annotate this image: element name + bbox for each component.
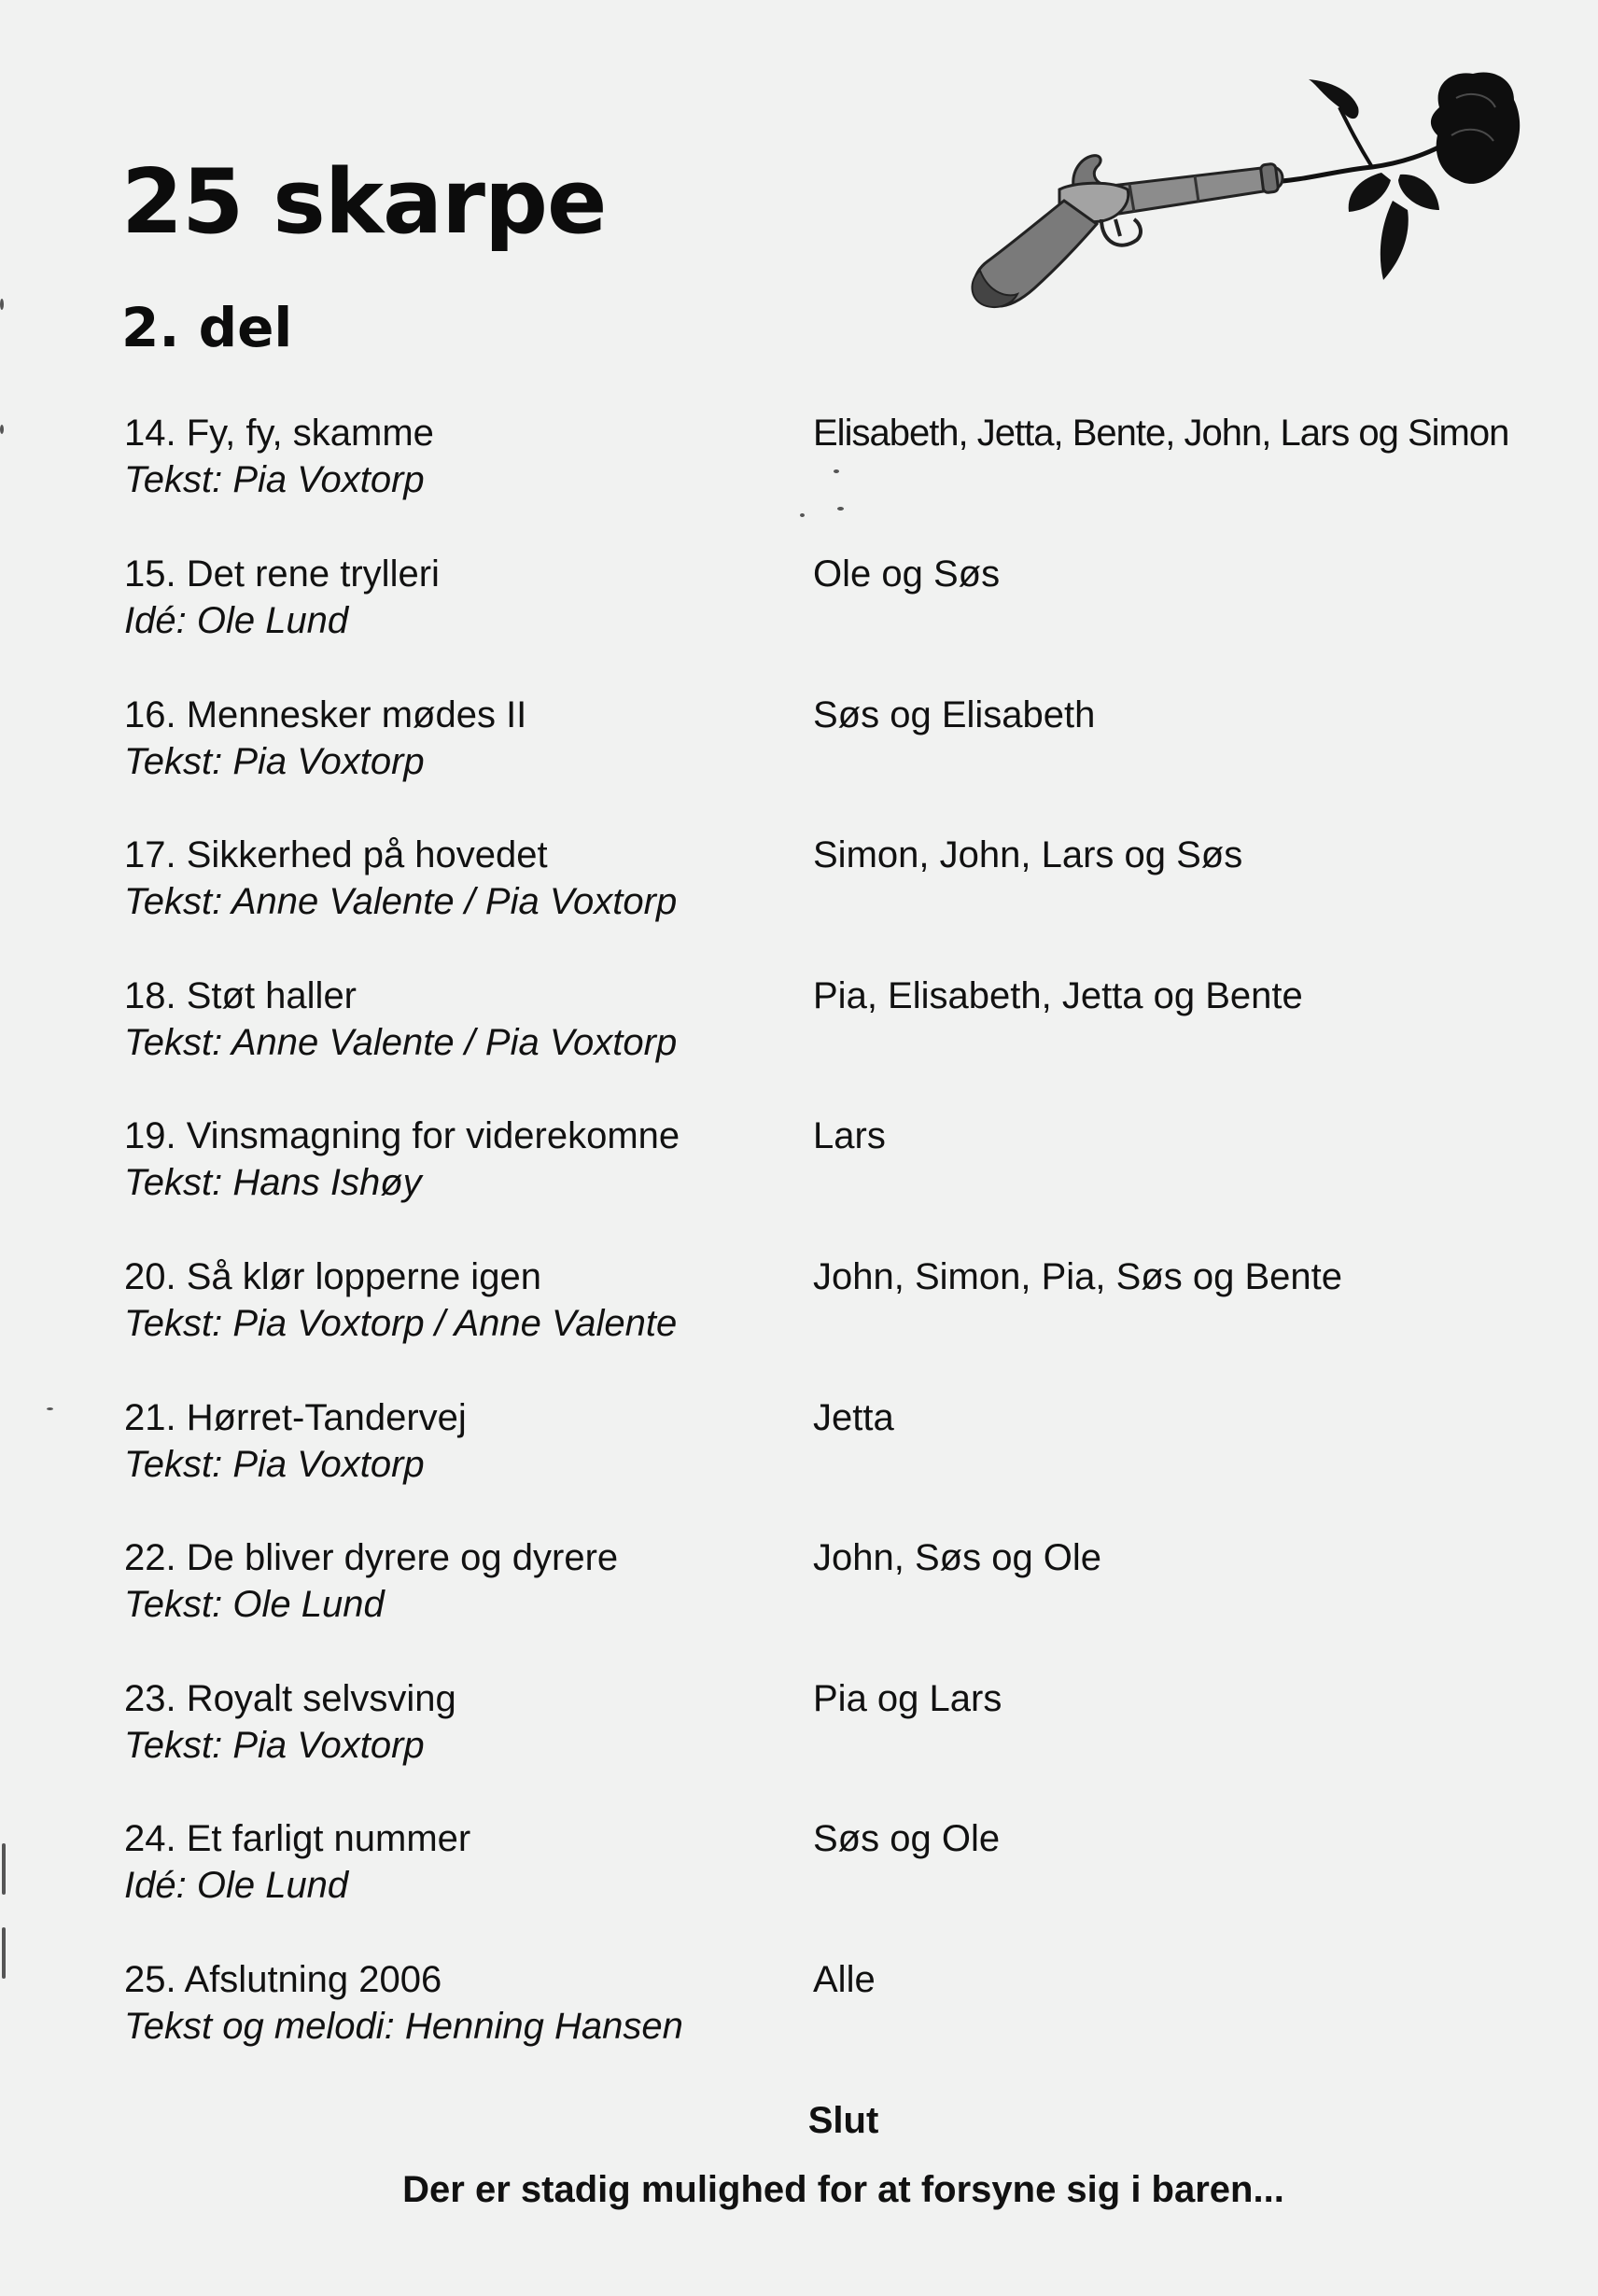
program-item <box>124 552 1524 664</box>
pistol-trigger-guard <box>1101 219 1141 245</box>
item-title: 22. De bliver dyrere og dyrere <box>124 1537 619 1578</box>
scan-speck <box>2 1843 6 1895</box>
scan-speck <box>834 469 839 473</box>
item-title: 15. Det rene trylleri <box>124 553 440 595</box>
scan-speck <box>0 299 4 310</box>
item-credit: Idé: Ole Lund <box>124 600 349 641</box>
end-label: Slut <box>807 2100 879 2141</box>
item-credit: Tekst: Anne Valente / Pia Voxtorp <box>124 1022 678 1063</box>
item-title: 21. Hørret-Tandervej <box>124 1397 467 1438</box>
program-item <box>124 1535 1524 1647</box>
item-cast: Ole og Søs <box>813 553 1001 595</box>
item-title: 25. Afslutning 2006 <box>124 1959 442 2000</box>
program-item <box>124 1395 1524 1507</box>
program-item <box>124 1676 1524 1788</box>
program-item <box>124 1816 1524 1928</box>
scan-speck <box>47 1407 53 1410</box>
item-cast: Pia, Elisabeth, Jetta og Bente <box>813 975 1303 1016</box>
item-title: 23. Royalt selvsving <box>124 1678 456 1719</box>
program-item <box>124 1957 1524 2069</box>
item-title: 16. Mennesker mødes II <box>124 694 527 735</box>
item-cast: John, Søs og Ole <box>813 1537 1102 1578</box>
rose-stem <box>1269 143 1447 182</box>
program-item <box>124 693 1524 805</box>
item-cast: Elisabeth, Jetta, Bente, John, Lars og Simon <box>813 413 1509 454</box>
item-credit: Tekst: Pia Voxtorp <box>124 741 425 782</box>
item-cast: Simon, John, Lars og Søs <box>813 834 1243 875</box>
pistol-muzzle <box>1260 163 1279 193</box>
item-credit: Tekst: Pia Voxtorp <box>124 1725 425 1766</box>
item-title: 20. Så klør lopperne igen <box>124 1256 541 1297</box>
item-title: 17. Sikkerhed på hovedet <box>124 834 548 875</box>
item-cast: Jetta <box>813 1397 894 1438</box>
program-item <box>124 833 1524 945</box>
item-credit: Tekst: Anne Valente / Pia Voxtorp <box>124 881 678 922</box>
item-credit: Tekst og melodi: Henning Hansen <box>124 2006 683 2047</box>
rose-leaf <box>1398 175 1439 210</box>
rose-leaf <box>1349 173 1391 212</box>
item-cast: Lars <box>813 1115 886 1156</box>
pistol-trigger <box>1115 219 1120 236</box>
rose-leaf <box>1381 201 1409 280</box>
program-item <box>124 973 1524 1085</box>
rose-leaf <box>1309 79 1359 119</box>
item-credit: Tekst: Pia Voxtorp <box>124 1444 425 1485</box>
scan-speck <box>837 507 844 511</box>
item-cast: Alle <box>813 1959 876 2000</box>
item-title: 18. Støt haller <box>124 975 357 1016</box>
item-title: 24. Et farligt nummer <box>124 1818 471 1859</box>
program-item <box>124 411 1524 523</box>
item-credit: Tekst: Ole Lund <box>124 1584 385 1625</box>
program-item <box>124 1113 1524 1225</box>
item-cast: Pia og Lars <box>813 1678 1002 1719</box>
scan-speck <box>800 513 805 517</box>
pistol-with-rose-icon <box>961 70 1521 350</box>
scan-speck <box>0 425 4 434</box>
item-cast: Søs og Ole <box>813 1818 1001 1859</box>
item-cast: Søs og Elisabeth <box>813 694 1096 735</box>
item-credit: Tekst: Hans Ishøy <box>124 1162 422 1203</box>
rose-bloom <box>1431 72 1520 183</box>
item-title: 14. Fy, fy, skamme <box>124 413 434 454</box>
program-item <box>124 1254 1524 1366</box>
bar-note: Der er stadig mulighed for at forsyne sig i baren... <box>402 2169 1284 2210</box>
page-subtitle: 2. del <box>121 296 293 359</box>
item-cast: John, Simon, Pia, Søs og Bente <box>813 1256 1342 1297</box>
item-title: 19. Vinsmagning for viderekomne <box>124 1115 680 1156</box>
page-title: 25 skarpe <box>121 151 607 254</box>
item-credit: Tekst: Pia Voxtorp / Anne Valente <box>124 1303 678 1344</box>
item-credit: Tekst: Pia Voxtorp <box>124 459 425 500</box>
item-credit: Idé: Ole Lund <box>124 1865 349 1906</box>
scan-speck <box>2 1927 6 1979</box>
